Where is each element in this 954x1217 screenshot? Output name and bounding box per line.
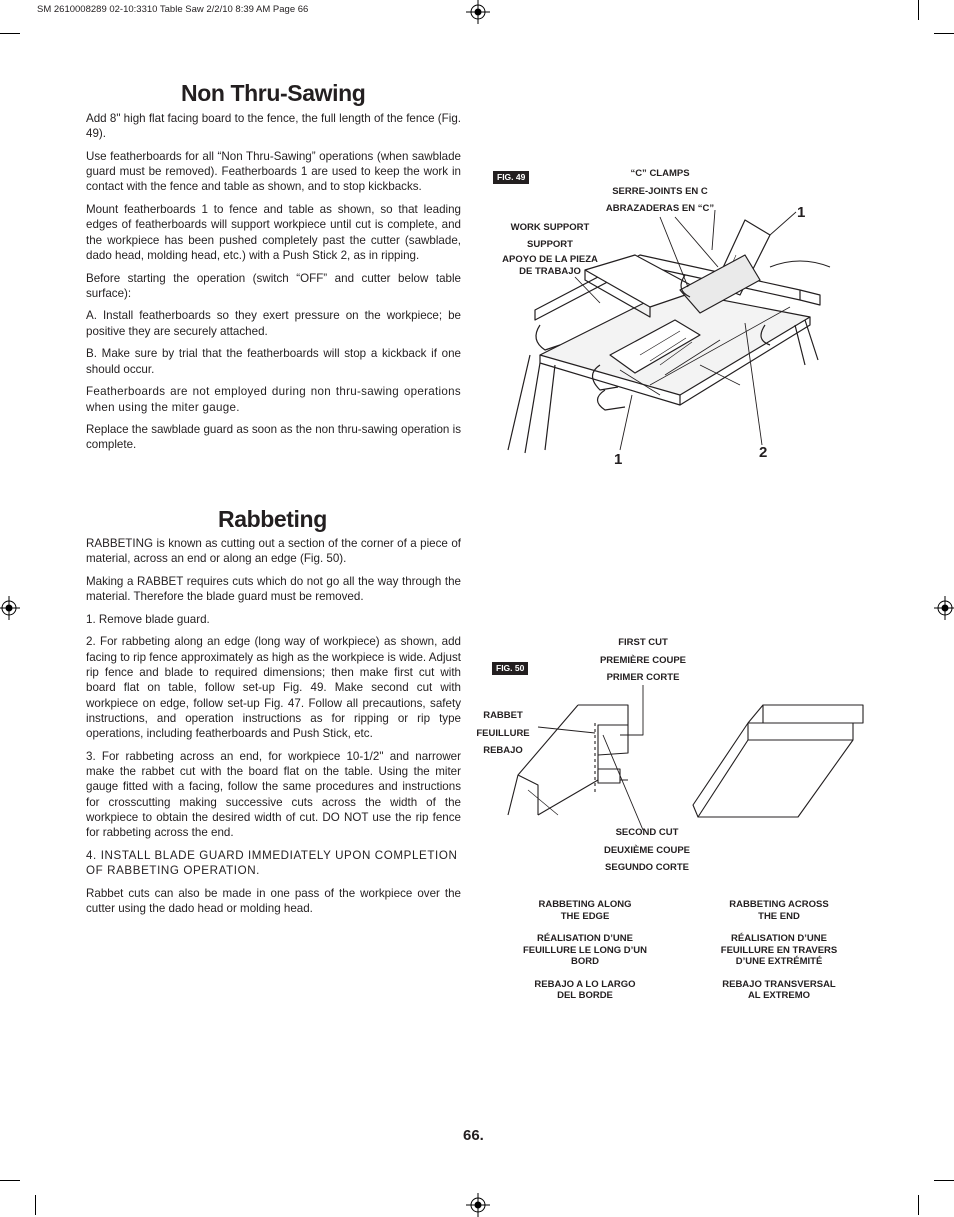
- paragraph: 1. Remove blade guard.: [86, 612, 210, 626]
- section-title-rabbeting: Rabbeting: [218, 506, 327, 532]
- paragraph: Featherboards are not employed during non thru-sawing operations when using the miter gauge.: [86, 385, 461, 414]
- paragraph: RABBETING is known as cutting out a section of the corner of a piece of material, across an end or along an edge (Fig. 50).: [86, 537, 461, 566]
- paragraph: Before starting the operation (switch “OFF” and cutter below table surface):: [86, 271, 461, 300]
- crop-mark: [35, 1195, 36, 1215]
- registration-mark-icon: [0, 596, 22, 620]
- c-clamps-label: “C” CLAMPS SERRE-JOINTS EN C ABRAZADERAS EN “C”: [605, 168, 715, 214]
- second-cut-label: SECOND CUT DEUXIÈME COUPE SEGUNDO CORTE: [603, 827, 691, 873]
- featherboard-callout-1: 1: [614, 451, 623, 468]
- non-thru-sawing-text: [86, 111, 461, 460]
- section-title-non-thru-sawing: Non Thru-Sawing: [181, 80, 366, 106]
- paragraph: 2. For rabbeting along an edge (long way of workpiece) as shown, add facing to rip fence approximately as high as the workpiece is wide. Adjust rip fence and blade to required dimensions; then make first cut with board flat on table, follow set-up Fig. 49. Make second cut with workpiece on edge, follow set-up Fig. 47. Follow all precautions, safety instructions, and operation instructions as for ripping or rip type operations, including featherboards and Push Stick, etc.: [86, 635, 461, 741]
- crop-mark: [934, 1180, 954, 1181]
- paragraph: Mount featherboards 1 to fence and table as shown, so that leading edges of featherboards will support workpiece until cut is complete, and the workpiece has been pushed completely past the cutter (sawblade, dado head, molding head, etc.) with a Push Stick 2, as in ripping.: [86, 203, 461, 262]
- first-cut-label: FIRST CUT PREMIÈRE COUPE PRIMER CORTE: [599, 637, 687, 683]
- push-stick-callout-2: 2: [759, 444, 768, 461]
- paragraph: Use featherboards for all “Non Thru-Sawing” operations (when sawblade guard must be removed). Featherboards 1 are used to keep the work in contact with the fence and table as shown, and to stop kickbacks.: [86, 149, 461, 194]
- print-slug: SM 2610008289 02-10:3310 Table Saw 2/2/10 8:39 AM Page 66: [37, 4, 309, 15]
- crop-mark: [0, 33, 20, 34]
- paragraph: A. Install featherboards so they exert pressure on the workpiece; be positive they are securely attached.: [86, 309, 461, 338]
- paragraph: Replace the sawblade guard as soon as the non thru-sawing operation is complete.: [86, 423, 461, 452]
- paragraph: B. Make sure by trial that the featherboards will stop a kickback if one should occur.: [86, 347, 461, 376]
- work-support-label: WORK SUPPORT SUPPORT APOYO DE LA PIEZA DE TRABAJO: [502, 222, 598, 277]
- rabbeting-along-edge-caption: RABBETING ALONG THE EDGE RÉALISATION D’UNE FEUILLURE LE LONG D’UN BORD REBAJO A LO LARGO DEL BORDE: [522, 899, 648, 1001]
- paragraph: Rabbet cuts can also be made in one pass of the workpiece over the cutter using the dado head or molding head.: [86, 886, 461, 916]
- crop-mark: [918, 1195, 919, 1215]
- featherboard-callout-1: 1: [797, 204, 806, 221]
- registration-mark-icon: [932, 596, 954, 620]
- paragraph: 3. For rabbeting across an end, for workpiece 10-1/2" and narrower make the rabbet cut with the board flat on the table. Using the miter gauge fitted with a facing, follow the same procedures and instructions for crosscutting making successive cuts across the width of the workpiece to obtain the desired width of cut. DO NOT use the rip fence for rabbeting across the end.: [86, 749, 461, 840]
- rabbeting-across-end-caption: RABBETING ACROSS THE END RÉALISATION D’UNE FEUILLURE EN TRAVERS D’UNE EXTRÉMITÉ REBAJO TRANSVERSAL AL EXTREMO: [720, 899, 838, 1001]
- rabbet-label: RABBET FEUILLURE REBAJO: [476, 710, 530, 756]
- figure-49-tag: FIG. 49: [493, 171, 529, 184]
- paragraph: 4. INSTALL BLADE GUARD IMMEDIATELY UPON COMPLETION OF RABBETING OPERATION.: [86, 848, 458, 878]
- page-number: 66.: [463, 1127, 484, 1144]
- paragraph: Making a RABBET requires cuts which do not go all the way through the material. Therefore the blade guard must be removed.: [86, 574, 461, 604]
- figure-50-tag: FIG. 50: [492, 662, 528, 675]
- table-saw-featherboard-illustration: [500, 195, 830, 460]
- crop-mark: [918, 0, 919, 20]
- rabbeting-text: [86, 536, 461, 924]
- registration-mark-icon: [466, 0, 490, 24]
- registration-mark-icon: [466, 1193, 490, 1217]
- rabbeting-illustration: [498, 695, 868, 820]
- crop-mark: [0, 1180, 20, 1181]
- crop-mark: [934, 33, 954, 34]
- paragraph: Add 8" high flat facing board to the fence, the full length of the fence (Fig. 49).: [86, 112, 461, 141]
